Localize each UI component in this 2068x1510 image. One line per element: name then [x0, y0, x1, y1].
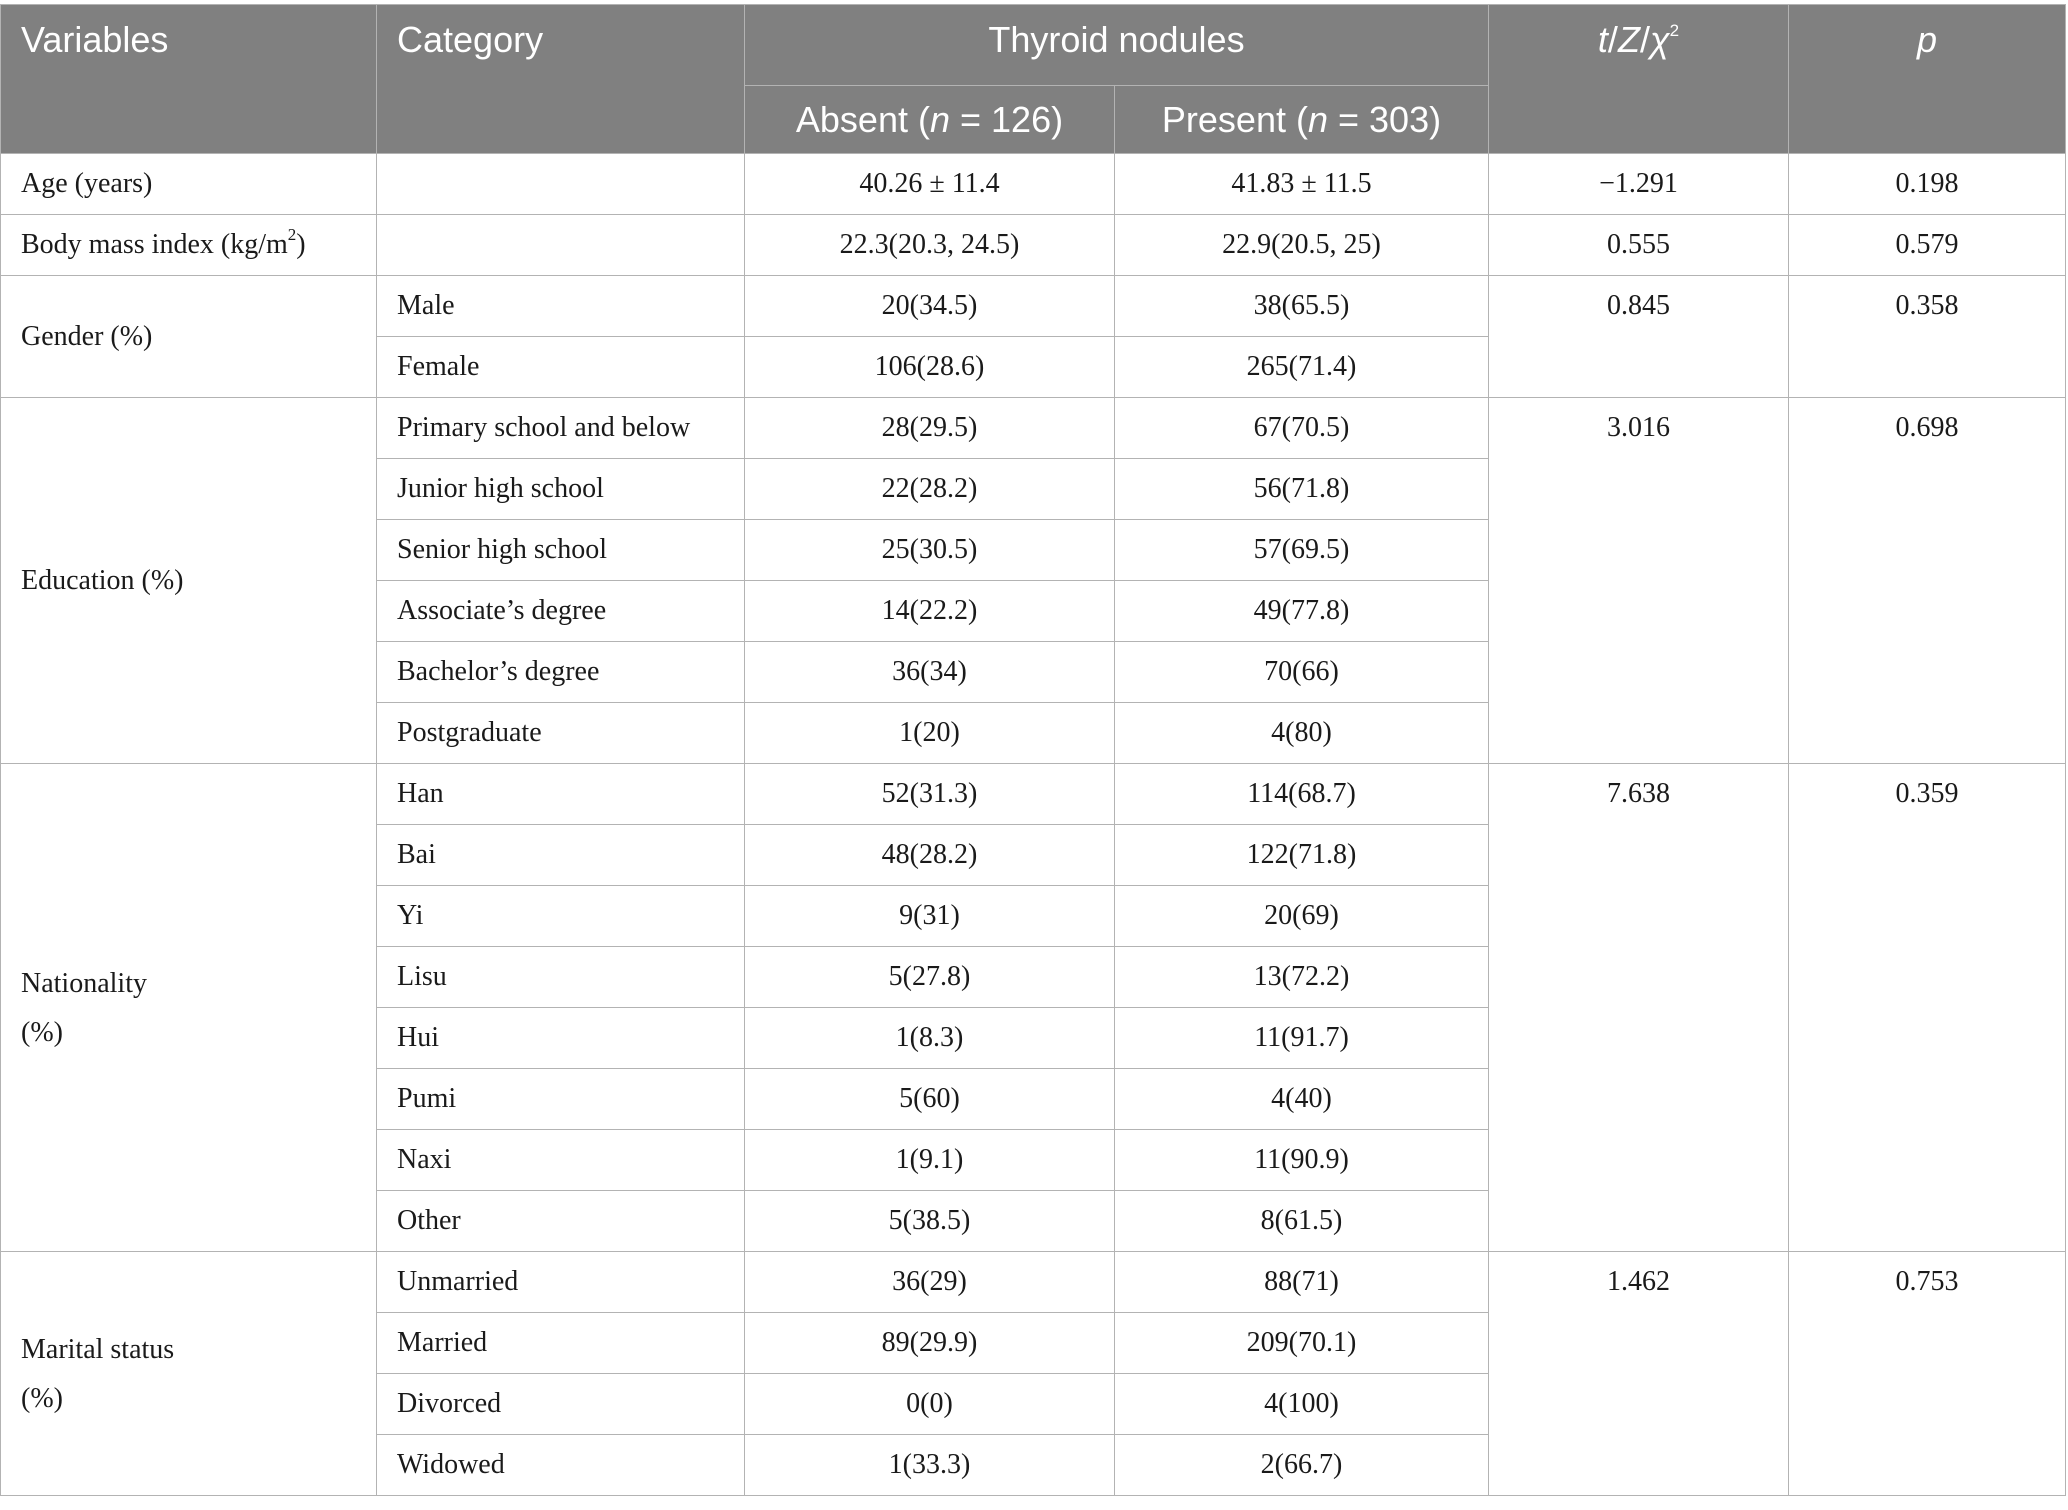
absent-value: 36(34)	[745, 642, 1115, 703]
present-value: 20(69)	[1115, 886, 1489, 947]
header-category: Category	[377, 5, 745, 154]
absent-value: 5(60)	[745, 1069, 1115, 1130]
category-cell: Married	[377, 1313, 745, 1374]
bmi-label-end: )	[296, 229, 306, 260]
stat-chi: χ	[1649, 19, 1670, 60]
present-value: 11(90.9)	[1115, 1130, 1489, 1191]
present-value: 8(61.5)	[1115, 1191, 1489, 1252]
absent-value: 1(33.3)	[745, 1435, 1115, 1496]
absent-value: 40.26 ± 11.4	[745, 154, 1115, 215]
header-present	[1115, 86, 1489, 154]
variable-bmi	[1, 215, 377, 276]
absent-value: 25(30.5)	[745, 520, 1115, 581]
stat-chi-sup: 2	[1669, 21, 1680, 40]
absent-value: 89(29.9)	[745, 1313, 1115, 1374]
table-row	[1, 1252, 2066, 1313]
stat-value: 3.016	[1489, 398, 1789, 764]
absent-value: 106(28.6)	[745, 337, 1115, 398]
p-value: 0.198	[1789, 154, 2066, 215]
present-value: 88(71)	[1115, 1252, 1489, 1313]
absent-value: 5(27.8)	[745, 947, 1115, 1008]
present-post: = 303)	[1328, 98, 1442, 140]
nationality-label-unit: (%)	[21, 1016, 63, 1048]
stat-value: 1.462	[1489, 1252, 1789, 1496]
p-value: 0.358	[1789, 276, 2066, 398]
category-cell: Primary school and below	[377, 398, 745, 459]
category-cell: Senior high school	[377, 520, 745, 581]
category-cell: Female	[377, 337, 745, 398]
present-value: 4(100)	[1115, 1374, 1489, 1435]
table-body	[1, 154, 2066, 1496]
present-value: 265(71.4)	[1115, 337, 1489, 398]
p-value: 0.698	[1789, 398, 2066, 764]
category-cell: Unmarried	[377, 1252, 745, 1313]
absent-value: 1(8.3)	[745, 1008, 1115, 1069]
present-value: 38(65.5)	[1115, 276, 1489, 337]
category-cell: Pumi	[377, 1069, 745, 1130]
stat-value: 0.845	[1489, 276, 1789, 398]
category-cell: Male	[377, 276, 745, 337]
category-cell: Hui	[377, 1008, 745, 1069]
baseline-characteristics-table	[0, 4, 2066, 1496]
present-value: 209(70.1)	[1115, 1313, 1489, 1374]
variable-nationality	[1, 764, 377, 1252]
present-value: 22.9(20.5, 25)	[1115, 215, 1489, 276]
present-value: 122(71.8)	[1115, 825, 1489, 886]
category-cell: Other	[377, 1191, 745, 1252]
category-cell: Han	[377, 764, 745, 825]
stat-value: 7.638	[1489, 764, 1789, 1252]
category-cell: Junior high school	[377, 459, 745, 520]
present-value: 41.83 ± 11.5	[1115, 154, 1489, 215]
variable-marital-status	[1, 1252, 377, 1496]
category-cell: Widowed	[377, 1435, 745, 1496]
category-cell: Bai	[377, 825, 745, 886]
category-cell	[377, 215, 745, 276]
p-value: 0.753	[1789, 1252, 2066, 1496]
table-row	[1, 215, 2066, 276]
absent-value: 20(34.5)	[745, 276, 1115, 337]
present-value: 11(91.7)	[1115, 1008, 1489, 1069]
absent-value: 0(0)	[745, 1374, 1115, 1435]
variable-education: Education (%)	[1, 398, 377, 764]
present-value: 2(66.7)	[1115, 1435, 1489, 1496]
stat-value: 0.555	[1489, 215, 1789, 276]
absent-n: n	[929, 98, 950, 140]
present-value: 13(72.2)	[1115, 947, 1489, 1008]
absent-value: 22.3(20.3, 24.5)	[745, 215, 1115, 276]
table-row	[1, 154, 2066, 215]
category-cell: Bachelor’s degree	[377, 642, 745, 703]
header-thyroid-nodules: Thyroid nodules	[745, 5, 1489, 86]
bmi-label: Body mass index (kg/m	[21, 229, 288, 260]
present-value: 56(71.8)	[1115, 459, 1489, 520]
table-row	[1, 764, 2066, 825]
stat-t: t	[1597, 19, 1608, 60]
absent-pre: Absent (	[795, 98, 930, 140]
category-cell: Lisu	[377, 947, 745, 1008]
absent-value: 1(9.1)	[745, 1130, 1115, 1191]
present-value: 114(68.7)	[1115, 764, 1489, 825]
p-value: 0.579	[1789, 215, 2066, 276]
table-header	[1, 5, 2066, 154]
absent-value: 5(38.5)	[745, 1191, 1115, 1252]
absent-value: 22(28.2)	[745, 459, 1115, 520]
category-cell: Postgraduate	[377, 703, 745, 764]
variable-gender: Gender (%)	[1, 276, 377, 398]
present-n: n	[1307, 98, 1328, 140]
category-cell: Divorced	[377, 1374, 745, 1435]
absent-value: 9(31)	[745, 886, 1115, 947]
header-variables: Variables	[1, 5, 377, 154]
stat-sep-1: /	[1607, 19, 1618, 60]
header-p-value: p	[1789, 5, 2066, 154]
table-row	[1, 398, 2066, 459]
absent-value: 48(28.2)	[745, 825, 1115, 886]
category-cell: Yi	[377, 886, 745, 947]
present-value: 70(66)	[1115, 642, 1489, 703]
header-absent	[745, 86, 1115, 154]
absent-value: 1(20)	[745, 703, 1115, 764]
p-value: 0.359	[1789, 764, 2066, 1252]
absent-value: 28(29.5)	[745, 398, 1115, 459]
present-value: 57(69.5)	[1115, 520, 1489, 581]
absent-value: 52(31.3)	[745, 764, 1115, 825]
present-value: 4(40)	[1115, 1069, 1489, 1130]
stat-z: Z	[1617, 19, 1640, 60]
stat-value: −1.291	[1489, 154, 1789, 215]
absent-value: 14(22.2)	[745, 581, 1115, 642]
category-cell: Associate’s degree	[377, 581, 745, 642]
present-value: 49(77.8)	[1115, 581, 1489, 642]
table-row	[1, 276, 2066, 337]
marital-label: Marital status	[21, 1333, 175, 1365]
category-cell: Naxi	[377, 1130, 745, 1191]
bmi-label-sup: 2	[287, 224, 297, 244]
variable-age: Age (years)	[1, 154, 377, 215]
absent-value: 36(29)	[745, 1252, 1115, 1313]
absent-post: = 126)	[950, 98, 1064, 140]
stat-sep-2: /	[1639, 19, 1650, 60]
category-cell	[377, 154, 745, 215]
present-value: 67(70.5)	[1115, 398, 1489, 459]
nationality-label: Nationality	[21, 967, 147, 999]
header-test-statistic	[1489, 5, 1789, 154]
marital-label-unit: (%)	[21, 1382, 63, 1414]
present-pre: Present (	[1161, 98, 1308, 140]
present-value: 4(80)	[1115, 703, 1489, 764]
